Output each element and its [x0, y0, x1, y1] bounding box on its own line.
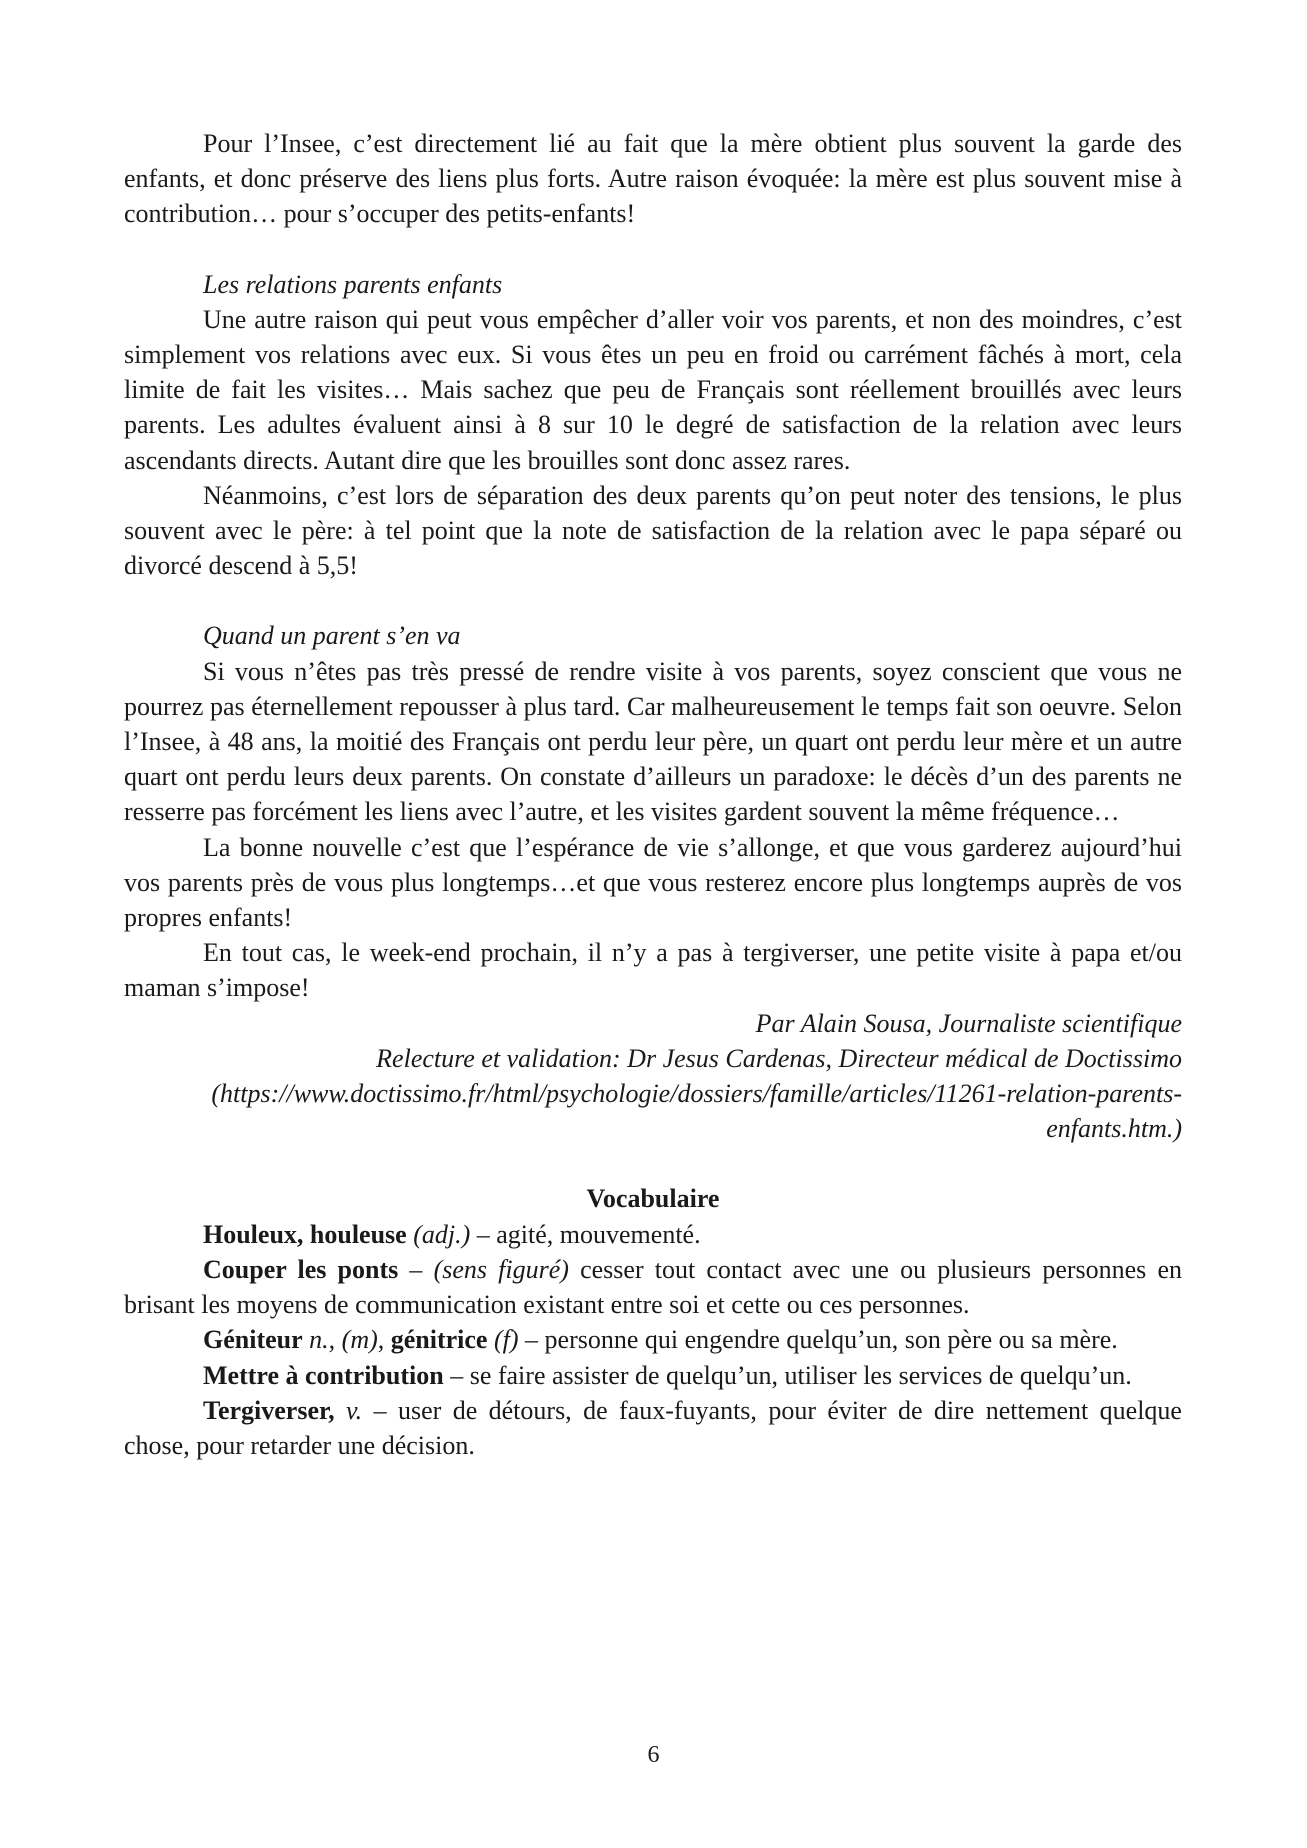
- vocab-grammar: (sens figuré): [433, 1254, 569, 1284]
- vocab-entry: [124, 1217, 1182, 1252]
- vocab-grammar: v.: [334, 1395, 363, 1425]
- spacer: [124, 232, 1182, 267]
- vocab-term: Géniteur: [203, 1325, 303, 1355]
- vocab-definition: – se faire assister de quelqu’un, utiliser les services de quelqu’un.: [443, 1360, 1132, 1390]
- vocab-term: Mettre à contribution: [203, 1360, 444, 1390]
- vocabulary-title: Vocabulaire: [586, 1184, 720, 1214]
- intro-paragraph: Pour l’Insee, c’est directement lié au fait que la mère obtient plus souvent la garde des enfants, et donc préserve des liens plus forts. Autre raison évoquée: la mère est plus souvent mise à contribution… pour s’occuper des petits-enfants!: [124, 129, 1182, 229]
- author-credit: Par Alain Sousa, Journaliste scientifique: [755, 1008, 1182, 1038]
- vocab-definition: cesser tout contact avec une ou plusieurs personnes en brisant les moyens de communication existant entre soi et cette ou ces personnes.: [124, 1254, 1183, 1320]
- vocab-entry: [124, 1358, 1182, 1393]
- spacer: [124, 1146, 1182, 1181]
- vocab-entry: [124, 1322, 1182, 1357]
- paragraph: Néanmoins, c’est lors de séparation des deux parents qu’on peut noter des tensions, le plus souvent avec le père: à tel point que la note de satisfaction de la relation avec le papa séparé ou divorcé descend à 5,5!: [124, 480, 1182, 581]
- vocab-grammar: (adj.): [413, 1219, 471, 1249]
- vocab-entry: [124, 1252, 1182, 1322]
- vocab-grammar: (f): [487, 1325, 519, 1355]
- vocab-definition: – user de détours, de faux-fuyants, pour éviter de dire nettement quelque chose, pour retarder une décision.: [124, 1395, 1182, 1460]
- vocab-entry: [124, 1393, 1182, 1463]
- section-heading-parent-leaves: Quand un parent s’en va: [203, 621, 461, 651]
- vocab-grammar: n., (m),: [302, 1325, 391, 1355]
- paragraph: La bonne nouvelle c’est que l’espérance de vie s’allonge, et que vous garderez aujourd’hui vos parents près de vous plus longtemps…et que vous resterez encore plus longtemps auprès de vos propres enfants!: [124, 832, 1182, 933]
- vocab-definition: – agité, mouvementé.: [470, 1219, 701, 1249]
- vocab-term: Houleux, houleuse: [203, 1219, 407, 1249]
- document-page: [124, 126, 1182, 1463]
- review-credit: Relecture et validation: Dr Jesus Cardenas, Directeur médical de Doctissimo: [376, 1043, 1182, 1073]
- vocab-separator: –: [398, 1254, 434, 1284]
- section-heading-relations: Les relations parents enfants: [203, 269, 503, 299]
- spacer: [124, 583, 1182, 618]
- vocab-term: Couper les ponts: [203, 1254, 399, 1284]
- paragraph: En tout cas, le week-end prochain, il n’y a pas à tergiverser, une petite visite à papa et/ou maman s’impose!: [124, 938, 1182, 1003]
- vocab-term: Tergiverser,: [203, 1395, 335, 1425]
- paragraph: Une autre raison qui peut vous empêcher d’aller voir vos parents, et non des moindres, c’est simplement vos relations avec eux. Si vous êtes un peu en froid ou carrément fâchés à mort, cela limite de fait les visites… Mais sachez que peu de Français sont réellement brouillés avec leurs parents. Les adultes évaluent ainsi à 8 sur 10 le degré de satisfaction de la relation avec leurs ascendants directs. Autant dire que les brouilles sont donc assez rares.: [124, 304, 1182, 475]
- paragraph: Si vous n’êtes pas très pressé de rendre visite à vos parents, soyez conscient que vous ne pourrez pas éternellement repousser à plus tard. Car malheureusement le temps fait son oeuvre. Selon l’Insee, à 48 ans, la moitié des Français ont perdu leur père, un quart ont perdu leur mère et un autre quart ont perdu leurs deux parents. On constate d’ailleurs un paradoxe: le décès d’un des parents ne resserre pas forcément les liens avec l’autre, et les visites gardent souvent la même fréquence…: [124, 656, 1182, 827]
- vocab-term-feminine: génitrice: [390, 1325, 488, 1355]
- vocab-definition: – personne qui engendre quelqu’un, son père ou sa mère.: [518, 1325, 1118, 1355]
- source-link[interactable]: (https://www.doctissimo.fr/html/psychologie/dossiers/famille/articles/11261-relation-parents-enfants.htm.): [211, 1079, 1182, 1144]
- page-number: 6: [647, 1742, 660, 1768]
